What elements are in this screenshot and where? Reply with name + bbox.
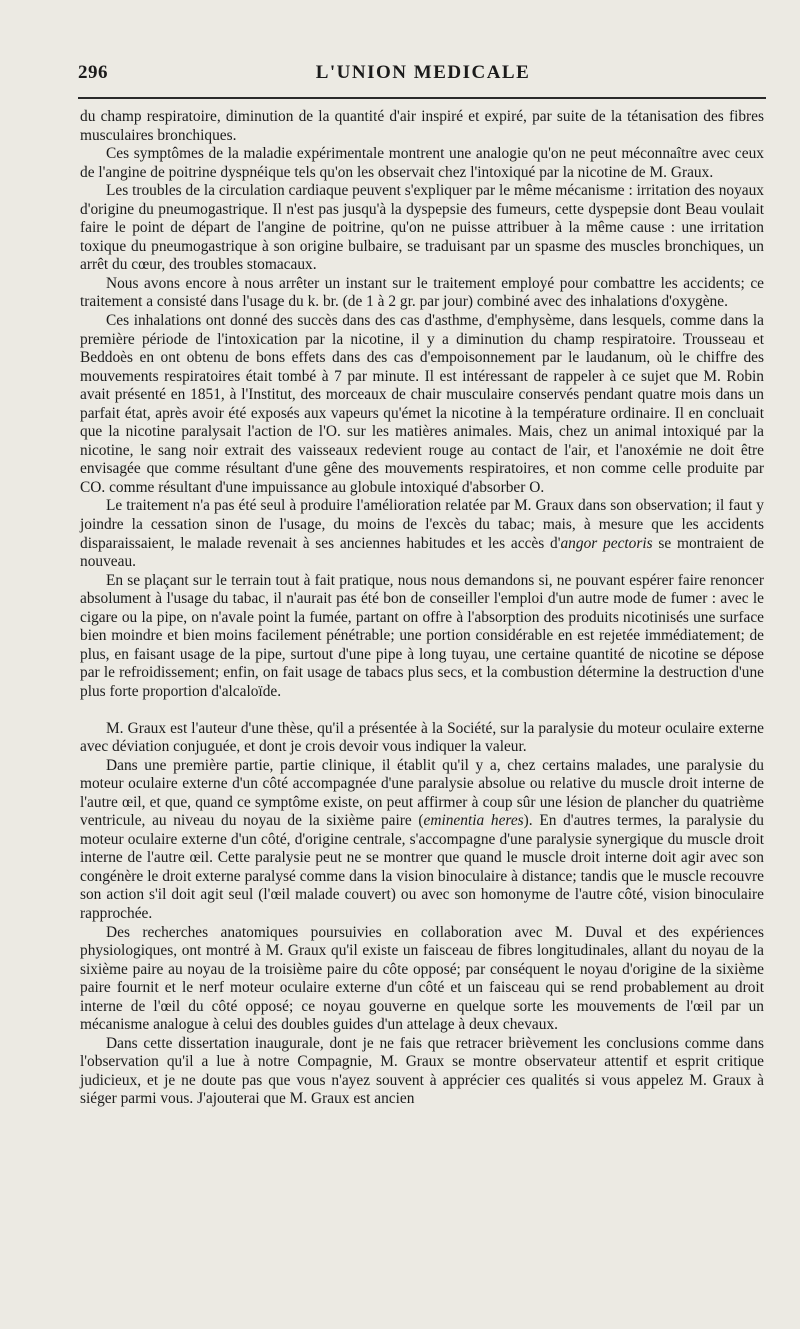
paragraph-text: ). En d'autres termes, la paralysie du moteur oculaire externe d'un côté, d'origine centrale, s'accompagne d'une paralysie synergique du muscle droit interne de l'autre œil. Cette paralysie peut ne se montrer que quand le muscle droit interne doit agir avec son congénère le droit externe paralysé comme dans la vision binoculaire à distance; tandis que le muscle recouvre son action s'il doit agit seul (l'œil malade couvert) ou avec son homonyme de l'autre côté, vision binoculaire rapprochée.	[80, 812, 765, 922]
paragraph-text: Le traitement n'a pas été seul à produire l'amélioration relatée par M. Graux dans son observation; il faut y joindre la cessation sinon de l'usage, du moins de l'excès du tabac; mais, à mesure que les accidents disparaissaient, le malade revenait à ses anciennes habitudes et les accès d'	[80, 497, 764, 552]
paragraph	[80, 757, 764, 924]
latin-term: eminentia heres	[423, 812, 524, 830]
paragraph-text: se montraient de nouveau.	[80, 534, 764, 571]
paragraph: Les troubles de la circulation cardiaque peuvent s'expliquer par le même mécanisme : irritation des noyaux d'origine du pneumogastrique. Il n'est pas jusqu'à la dyspepsie des fumeurs, cette dyspepsie dont Beau voulait faire le point de départ de l'angine de poitrine, qu'on ne puisse attribuer à la même cause : une irritation toxique du pneumogastrique à son origine bulbaire, se traduisant par un spasme des muscles bronchiques, un arrêt du cœur, des troubles stomacaux.	[80, 182, 764, 274]
page-number: 296	[78, 62, 108, 83]
running-title: L'UNION MEDICALE	[315, 62, 531, 83]
paragraph: Dans cette dissertation inaugurale, dont je ne fais que retracer brièvement les conclusions comme dans l'observation qu'il a lue à notre Compagnie, M. Graux se montre observateur attentif et esprit critique judicieux, et je ne doute pas que vous n'ayez souvent à apprécier ces qualités si vous appelez M. Graux à siéger parmi vous. J'ajouterai que M. Graux est ancien	[80, 1034, 764, 1108]
paragraph: Ces symptômes de la maladie expérimentale montrent une analogie qu'on ne peut méconnaître avec ceux de l'angine de poitrine dyspnéique tels qu'on les observait chez l'intoxiqué par la nicotine de M. Graux.	[80, 145, 764, 181]
page-body	[80, 108, 764, 1109]
paragraph-section-start: M. Graux est l'auteur d'une thèse, qu'il a présentée à la Société, sur la paralysie du moteur oculaire externe avec déviation conjuguée, et dont je crois devoir vous indiquer la valeur.	[80, 719, 764, 756]
page-header	[78, 62, 768, 92]
paragraph-text: Dans une première partie, partie clinique, il établit qu'il y a, chez certains malades, une paralysie du moteur oculaire externe d'un côté accompagnée d'une paralysie absolue ou relative du muscle droit interne de l'autre œil, et que, quand ce symptôme existe, on peut affirmer à coup sûr une lésion de plancher du quatrième ventricule, au niveau du noyau de la sixième paire (	[80, 756, 764, 830]
paragraph: Nous avons encore à nous arrêter un instant sur le traitement employé pour combattre les accidents; ce traitement a consisté dans l'usage du k. br. (de 1 à 2 gr. par jour) combiné avec des inhalations d'oxygène.	[80, 274, 764, 311]
paragraph	[80, 497, 764, 571]
latin-term: angor pectoris	[560, 534, 653, 552]
paragraph: Des recherches anatomiques poursuivies en collaboration avec M. Duval et des expériences physiologiques, ont montré à M. Graux qu'il existe un faisceau de fibres longitudinales, allant du noyau de la sixième paire au noyau de la troisième paire du côte opposé; par conséquent le noyau d'origine de la sixième paire fournit et le nerf moteur oculaire externe d'un côté et un faisceau qui se rend probablement au droit interne de l'œil du côté opposé; ce noyau gouverne en quelque sorte les mouvements de l'œil par un mécanisme analogue à celui des doubles guides d'un attelage à deux chevaux.	[80, 923, 764, 1034]
paragraph: Ces inhalations ont donné des succès dans des cas d'asthme, d'emphysème, dans lesquels, comme dans la première période de l'intoxication par la nicotine, il y a diminution du champ respiratoire. Trousseau et Beddoès en ont obtenu de bons effets dans des cas d'empoisonnement par le laudanum, où le chiffre des mouvements respiratoires était tombé à 7 par minute. Il est intéressant de rappeler à ce sujet que M. Robin avait présenté en 1851, à l'Institut, des morceaux de chair musculaire conservés pendant quatre mois dans un parfait état, après avoir été exposés aux vapeurs qu'émet la nicotine à la température ordinaire. Il en concluait que la nicotine paralysait l'action de l'O. sur les matières animales. Mais, chez un animal intoxiqué par la nicotine, le sang noir extrait des vaisseaux redevient rouge au contact de l'air, et l'anoxémie ne doit être envisagée que comme résultant d'une gêne des mouvements respiratoires, et non comme celle produite par CO. comme résultant d'une impuissance au globule intoxiqué d'absorber O.	[80, 312, 764, 496]
paragraph-continued: du champ respiratoire, diminution de la quantité d'air inspiré et expiré, par suite de la tétanisation des fibres musculaires bronchiques.	[80, 108, 764, 144]
paragraph: En se plaçant sur le terrain tout à fait pratique, nous nous demandons si, ne pouvant espérer faire renoncer absolument à l'usage du tabac, il n'aurait pas été bon de conseiller l'emploi d'un autre mode de fumer : avec le cigare ou la pipe, on n'avale point la fumée, partant on offre à l'absorption des produits nicotinisés une surface bien moindre et bien moins facilement pénétrable; une portion considérable en est rejetée immédiatement; de plus, en faisant usage de la pipe, surtout d'une pipe à long tuyau, une certaine quantité de nicotine se dépose par le refroidissement; enfin, on fait usage de tabacs plus secs, et la combustion détermine la destruction d'une plus forte proportion d'alcaloïde.	[80, 571, 764, 700]
header-rule	[78, 97, 766, 99]
